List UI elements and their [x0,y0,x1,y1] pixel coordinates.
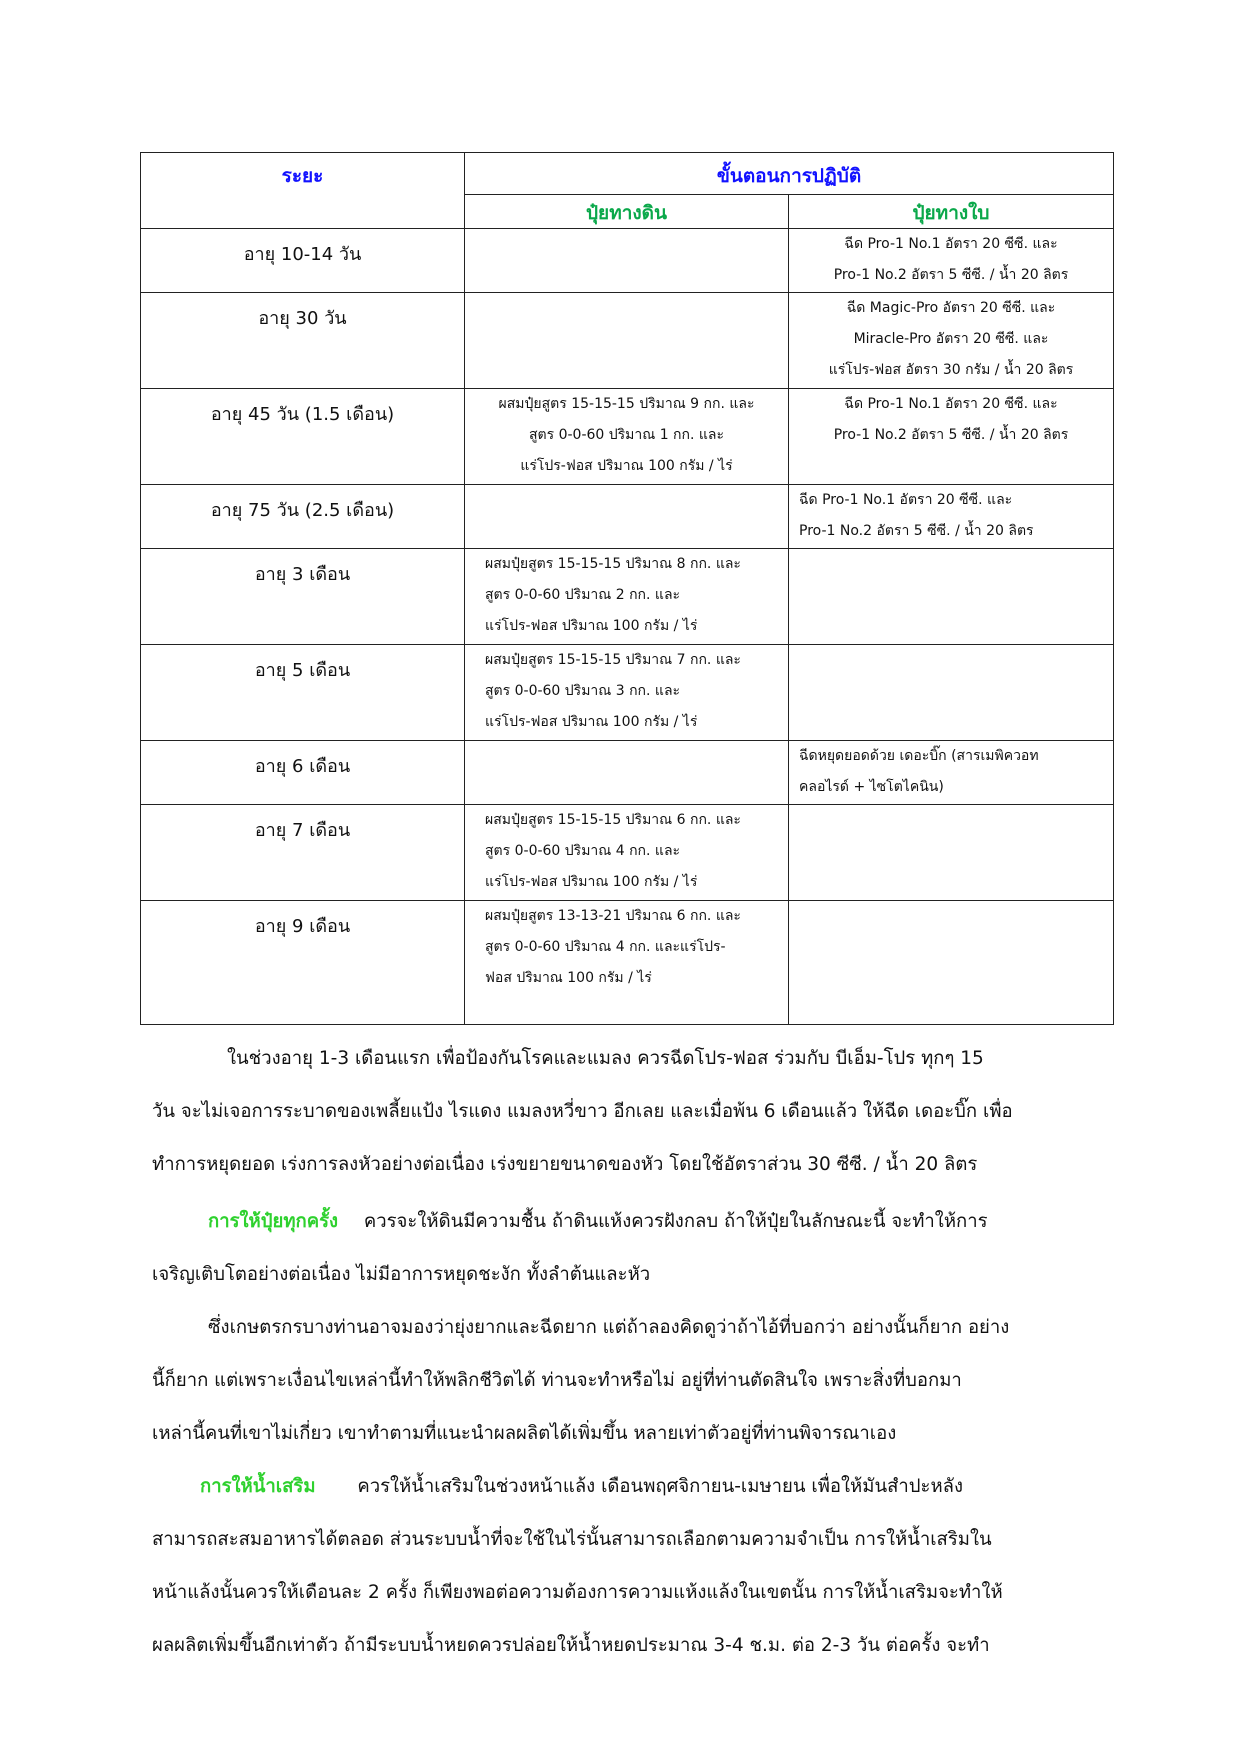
table-row [141,229,1114,293]
age-cell: อายุ 7 เดือน [141,805,465,901]
soil-fertilizer-line: สูตร 0-0-60 ปริมาณ 3 กก. และ [485,683,681,699]
leaf-fertilizer-line: Pro-1 No.2 อัตรา 5 ซีซี. / น้ำ 20 ลิตร [833,267,1069,283]
paragraph-farmer-note: ซึ่งเกษตรกรบางท่านอาจมองว่ายุ่งยากและฉีดยาก แต่ถ้าลองคิดดูว่าถ้าไอ้ที่บอกว่า อย่างนั้นก็ยาก อย่าง นี้ก็ยาก แต่เพราะเงื่อนไขเหล่านี้ทำให้พลิกชีวิตได้ ท่านจะทำหรือไม่ อยู่ที่ท่านตัดสินใจ เพราะสิ่งที่บอกมา เหล่านี้คนที่เขาไม่เกี่ยว เขาทำตามที่แนะนำผลผลิตได้เพิ่มขึ้น หลายเท่าตัวอยู่ที่ท่านพิจารณาเอง [152,1317,1010,1444]
soil-fertilizer-line: ผสมปุ๋ยสูตร 13-13-21 ปริมาณ 6 กก. และ [485,908,741,924]
soil-fertilizer-line: ผสมปุ๋ยสูตร 15-15-15 ปริมาณ 8 กก. และ [485,556,741,572]
header-period: ระยะ [141,153,465,229]
header-steps: ขั้นตอนการปฏิบัติ [465,153,1114,195]
age-cell: อายุ 10-14 วัน [141,229,465,293]
soil-fertilizer-cell [465,645,789,741]
header-soil-fertilizer: ปุ๋ยทางดิน [465,195,789,229]
leaf-fertilizer-cell [789,645,1114,741]
age-cell: อายุ 75 วัน (2.5 เดือน) [141,485,465,549]
soil-fertilizer-line: แร่โปร-ฟอส ปริมาณ 100 กรัม / ไร่ [485,618,698,634]
soil-fertilizer-line: แร่โปร-ฟอส ปริมาณ 100 กรัม / ไร่ [485,714,698,730]
leaf-fertilizer-cell [789,901,1114,1025]
leaf-fertilizer-line: ฉีดหยุดยอดด้วย เดอะบิ๊ก (สารเมพิควอท [799,748,1039,764]
soil-fertilizer-cell [465,485,789,549]
soil-fertilizer-line: ผสมปุ๋ยสูตร 15-15-15 ปริมาณ 6 กก. และ [485,812,741,828]
soil-fertilizer-line: ผสมปุ๋ยสูตร 15-15-15 ปริมาณ 7 กก. และ [485,652,741,668]
soil-fertilizer-cell [465,229,789,293]
soil-fertilizer-cell [465,293,789,389]
soil-fertilizer-line: สูตร 0-0-60 ปริมาณ 4 กก. และแร่โปร- [485,939,726,955]
soil-fertilizer-cell [465,389,789,485]
table-row [141,741,1114,805]
soil-fertilizer-line: แร่โปร-ฟอส ปริมาณ 100 กรัม / ไร่ [520,458,733,474]
leaf-fertilizer-line: Pro-1 No.2 อัตรา 5 ซีซี. / น้ำ 20 ลิตร [799,523,1034,539]
soil-fertilizer-line: สูตร 0-0-60 ปริมาณ 2 กก. และ [485,587,681,603]
table-row [141,549,1114,645]
soil-fertilizer-cell [465,741,789,805]
leaf-fertilizer-cell [789,229,1114,293]
paragraph-disease-prevention: ในช่วงอายุ 1-3 เดือนแรก เพื่อป้องกันโรคและแมลง ควรฉีดโปร-ฟอส ร่วมกับ บีเอ็ม-โปร ทุกๆ 15 วัน จะไม่เจอการระบาดของเพลี้ยแป้ง ไรแดง แมลงหวี่ขาว อีกเลย และเมื่อพ้น 6 เดือนแล้ว ให้ฉีด เดอะบิ๊ก เพื่อ ทำการหยุดยอด เร่งการลงหัวอย่างต่อเนื่อง เร่งขยายขนาดของหัว โดยใช้อัตราส่วน 30 ซีซี. / น้ำ 20 ลิตร [152,1048,1013,1175]
leaf-fertilizer-line: Pro-1 No.2 อัตรา 5 ซีซี. / น้ำ 20 ลิตร [833,427,1069,443]
leaf-fertilizer-line: แร่โปร-ฟอส อัตรา 30 กรัม / น้ำ 20 ลิตร [828,362,1074,378]
leaf-fertilizer-line: Miracle-Pro อัตรา 20 ซีซี. และ [853,331,1049,347]
leaf-fertilizer-line: ฉีด Pro-1 No.1 อัตรา 20 ซีซี. และ [799,492,1013,508]
soil-fertilizer-cell [465,901,789,1025]
header-leaf-fertilizer: ปุ๋ยทางใบ [789,195,1114,229]
soil-fertilizer-line: สูตร 0-0-60 ปริมาณ 4 กก. และ [485,843,681,859]
fertilizing-heading: การให้ปุ๋ยทุกครั้ง [208,1211,339,1232]
table-row [141,293,1114,389]
leaf-fertilizer-line: ฉีด Pro-1 No.1 อัตรา 20 ซีซี. และ [844,236,1058,252]
paragraph-fertilizing: การให้ปุ๋ยทุกครั้ง ควรจะให้ดินมีความชื้น ถ้าดินแห้งควรฝังกลบ ถ้าให้ปุ๋ยในลักษณะนี้ จะทำให้การ เจริญเติบโตอย่างต่อเนื่อง ไม่มีอาการหยุดชะงัก ทั้งลำต้นและหัว [152,1211,988,1285]
paragraph-watering: การให้น้ำเสริม ควรให้น้ำเสริมในช่วงหน้าแล้ง เดือนพฤศจิกายน-เมษายน เพื่อให้มันสำปะหลัง สามารถสะสมอาหารได้ตลอด ส่วนระบบน้ำที่จะใช้ในไร่นั้นสามารถเลือกตามความจำเป็น การให้น้ำเสริมใน หน้าแล้งนั้นควรให้เดือนละ 2 ครั้ง ก็เพียงพอต่อความต้องการความแห้งแล้งในเขตนั้น การให้น้ำเสริมจะทำให้ ผลผลิตเพิ่มขึ้นอีกเท่าตัว ถ้ามีระบบน้ำหยดควรปล่อยให้น้ำหยดประมาณ 3-4 ช.ม. ต่อ 2-3 วัน ต่อครั้ง จะทำ [152,1476,1003,1656]
leaf-fertilizer-cell [789,741,1114,805]
soil-fertilizer-line: แร่โปร-ฟอส ปริมาณ 100 กรัม / ไร่ [485,874,698,890]
leaf-fertilizer-cell [789,805,1114,901]
age-cell: อายุ 6 เดือน [141,741,465,805]
leaf-fertilizer-cell [789,389,1114,485]
age-cell: อายุ 3 เดือน [141,549,465,645]
age-cell: อายุ 9 เดือน [141,901,465,1025]
soil-fertilizer-cell [465,805,789,901]
age-cell: อายุ 5 เดือน [141,645,465,741]
table-row [141,901,1114,1025]
leaf-fertilizer-cell [789,485,1114,549]
watering-heading: การให้น้ำเสริม [200,1476,316,1497]
fertilizer-schedule-table [140,152,1114,1025]
table-row [141,485,1114,549]
leaf-fertilizer-line: คลอไรด์ + ไซโตไคนิน) [799,779,944,795]
soil-fertilizer-line: สูตร 0-0-60 ปริมาณ 1 กก. และ [528,427,725,443]
soil-fertilizer-line: ฟอส ปริมาณ 100 กรัม / ไร่ [485,970,652,986]
leaf-fertilizer-line: ฉีด Pro-1 No.1 อัตรา 20 ซีซี. และ [844,396,1058,412]
table-row [141,645,1114,741]
leaf-fertilizer-cell [789,293,1114,389]
table-row [141,389,1114,485]
leaf-fertilizer-cell [789,549,1114,645]
age-cell: อายุ 30 วัน [141,293,465,389]
table-row [141,805,1114,901]
soil-fertilizer-line: ผสมปุ๋ยสูตร 15-15-15 ปริมาณ 9 กก. และ [498,396,755,412]
leaf-fertilizer-line: ฉีด Magic-Pro อัตรา 20 ซีซี. และ [846,300,1056,316]
age-cell: อายุ 45 วัน (1.5 เดือน) [141,389,465,485]
soil-fertilizer-cell [465,549,789,645]
